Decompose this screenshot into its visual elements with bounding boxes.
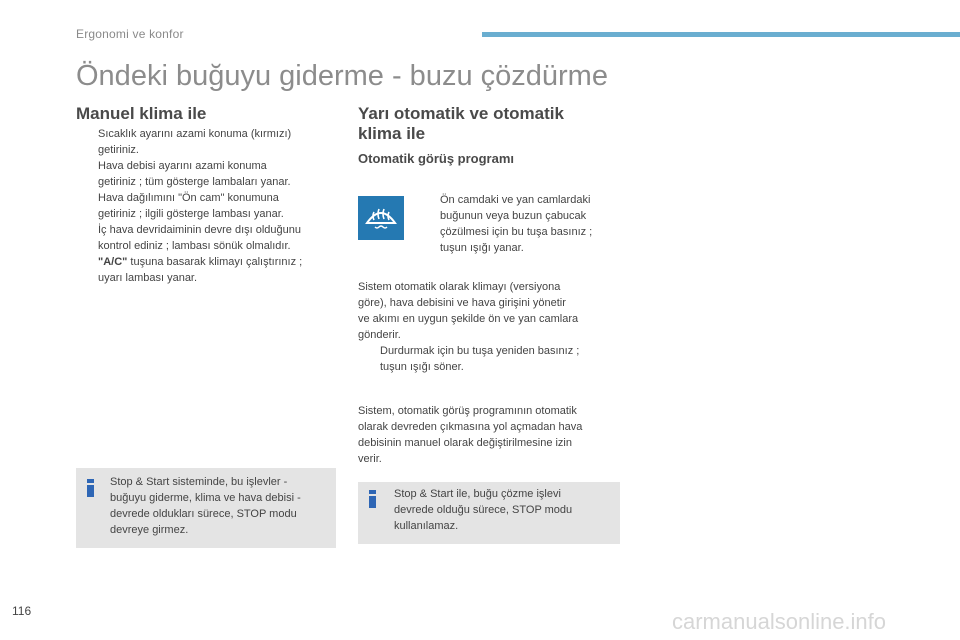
info-icon	[87, 479, 94, 497]
note-text: Stop & Start ile, buğu çözme işlevi devrede olduğu sürece, STOP modu kullanılamaz.	[394, 488, 573, 532]
header-accent-bar	[482, 32, 960, 37]
list-item: Sıcaklık ayarını azami konuma (kırmızı) getiriniz.	[98, 128, 292, 156]
left-heading: Manuel klima ile	[76, 104, 207, 123]
page-title: Öndeki buğuyu giderme - buzu çözdürme	[76, 60, 608, 92]
manual-override-description: Sistem, otomatik görüş programının otomatik olarak devreden çıkmasına yol açmadan hava debisinin manuel olarak değiştirilmesine izin verir.	[358, 405, 583, 465]
list-item: Ön camdaki ve yan camlardaki buğunun veya buzun çabucak çözülmesi için bu tuşa basınız ; tuşun ışığı yanar.	[440, 194, 593, 254]
list-item: Hava dağılımını "Ön cam" konumuna getiriniz ; ilgili gösterge lambası yanar.	[98, 192, 284, 220]
ac-key-label: "A/C"	[98, 256, 128, 268]
info-icon	[369, 490, 376, 508]
windscreen-defrost-button[interactable]	[358, 196, 404, 240]
list-item: İç hava devridaiminin devre dışı olduğunu kontrol ediniz ; lambası sönük olmalıdır.	[98, 224, 302, 252]
left-bullet-list	[76, 126, 346, 286]
auto-visibility-heading: Otomatik görüş programı	[358, 151, 515, 166]
watermark: carmanualsonline.info	[672, 609, 887, 634]
section-title: Ergonomi ve konfor	[76, 27, 184, 41]
list-item: Durdurmak için bu tuşa yeniden basınız ; tuşun ışığı söner.	[380, 345, 580, 373]
info-note-right	[358, 482, 620, 544]
list-item: Hava debisi ayarını azami konuma getiriniz ; tüm gösterge lambaları yanar.	[98, 160, 291, 188]
windscreen-defrost-icon	[358, 196, 404, 240]
note-text: Stop & Start sisteminde, bu işlevler - buğuyu giderme, klima ve hava debisi - devrede oldukları sürece, STOP modu devreye girmez.	[110, 476, 301, 536]
right-heading: Yarı otomatik ve otomatik klima ile	[358, 104, 564, 143]
info-note-left	[76, 468, 336, 548]
list-item: "A/C" tuşuna basarak klimayı çalıştırınız ; uyarı lambası yanar.	[98, 256, 303, 284]
button-description	[418, 192, 628, 256]
stop-bullet-list	[358, 343, 628, 375]
system-description: Sistem otomatik olarak klimayı (versiyona göre), hava debisini ve hava girişini yönetir ve akımı en uygun şekilde ön ve yan camlara gönderir.	[358, 281, 579, 341]
page-number: 116	[12, 604, 32, 618]
